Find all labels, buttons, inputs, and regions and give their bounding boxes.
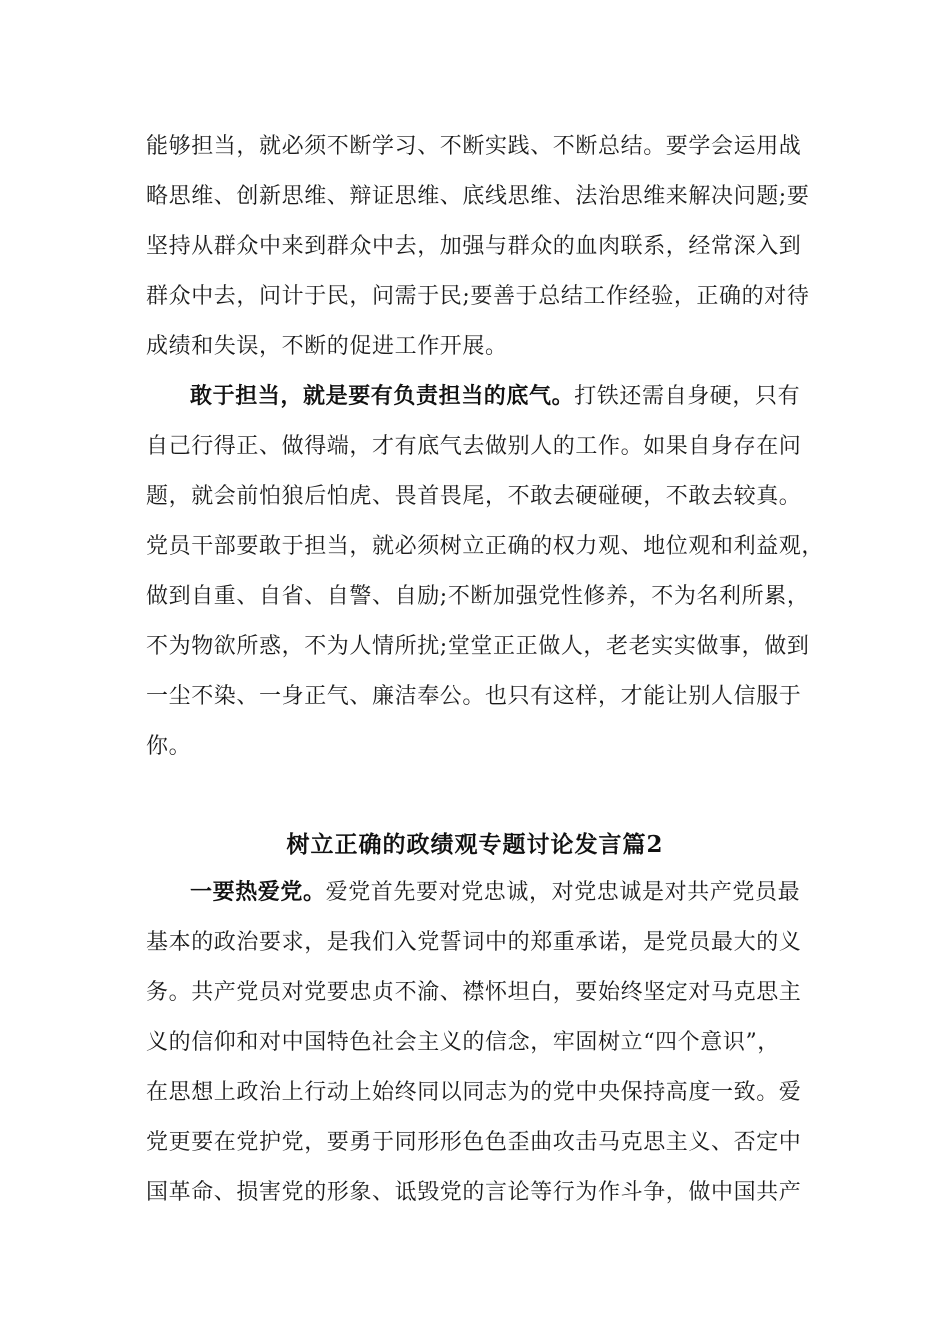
paragraph-2-line-6: 不为物欲所惑，不为人情所扰;堂堂正正做人，老老实实做事，做到 (146, 634, 810, 659)
paragraph-2-line-5: 做到自重、自省、自警、自励;不断加强党性修养，不为名利所累， (146, 584, 810, 609)
paragraph-2-line-4: 党员干部要敢于担当，就必须树立正确的权力观、地位观和利益观， (146, 534, 825, 559)
paragraph-3-line-2: 基本的政治要求，是我们入党誓词中的郑重承诺，是党员最大的义 (146, 930, 802, 955)
paragraph-3-line-4: 义的信仰和对中国特色社会主义的信念，牢固树立“四个意识”， (146, 1030, 780, 1055)
paragraph-2-line-3: 题，就会前怕狼后怕虎、畏首畏尾，不敢去硬碰硬，不敢去较真。 (146, 484, 802, 509)
paragraph-2-line-7: 一尘不染、一身正气、廉洁奉公。也只有这样，才能让别人信服于 (146, 684, 802, 709)
paragraph-3-line-6: 党更要在党护党，要勇于同形形色色歪曲攻击马克思主义、否定中 (146, 1130, 802, 1155)
paragraph-2-line-2: 自己行得正、做得端，才有底气去做别人的工作。如果自身存在问 (146, 434, 802, 459)
paragraph-3-line-7: 国革命、损害党的形象、诋毁党的言论等行为作斗争，做中国共产 (146, 1180, 802, 1205)
paragraph-2-lead: 敢于担当，就是要有负责担当的底气。 (190, 384, 575, 409)
paragraph-1-line-1: 能够担当，就必须不断学习、不断实践、不断总结。要学会运用战 (146, 134, 802, 159)
paragraph-2-line-8: 你。 (146, 734, 192, 759)
paragraph-1-line-4: 群众中去，问计于民，问需于民;要善于总结工作经验，正确的对待 (146, 284, 810, 309)
paragraph-3-line-1 (190, 878, 870, 908)
paragraph-3-line-5: 在思想上政治上行动上始终同以同志为的党中央保持高度一致。爱 (146, 1080, 802, 1105)
paragraph-3-lead: 一要热爱党。 (190, 880, 326, 905)
paragraph-3-line-3: 务。共产党员对党要忠贞不渝、襟怀坦白，要始终坚定对马克思主 (146, 980, 802, 1005)
paragraph-2-first-line-rest: 打铁还需自身硬，只有 (574, 384, 801, 409)
paragraph-1-line-5: 成绩和失误，不断的促进工作开展。 (146, 334, 508, 359)
paragraph-3-first-line-rest: 爱党首先要对党忠诚，对党忠诚是对共产党员最 (325, 880, 801, 905)
paragraph-1-line-3: 坚持从群众中来到群众中去，加强与群众的血肉联系，经常深入到 (146, 234, 802, 259)
paragraph-2-line-1 (190, 382, 870, 412)
section-heading: 树立正确的政绩观专题讨论发言篇2 (286, 831, 664, 858)
paragraph-1-line-2: 略思维、创新思维、辩证思维、底线思维、法治思维来解决问题;要 (146, 184, 810, 209)
